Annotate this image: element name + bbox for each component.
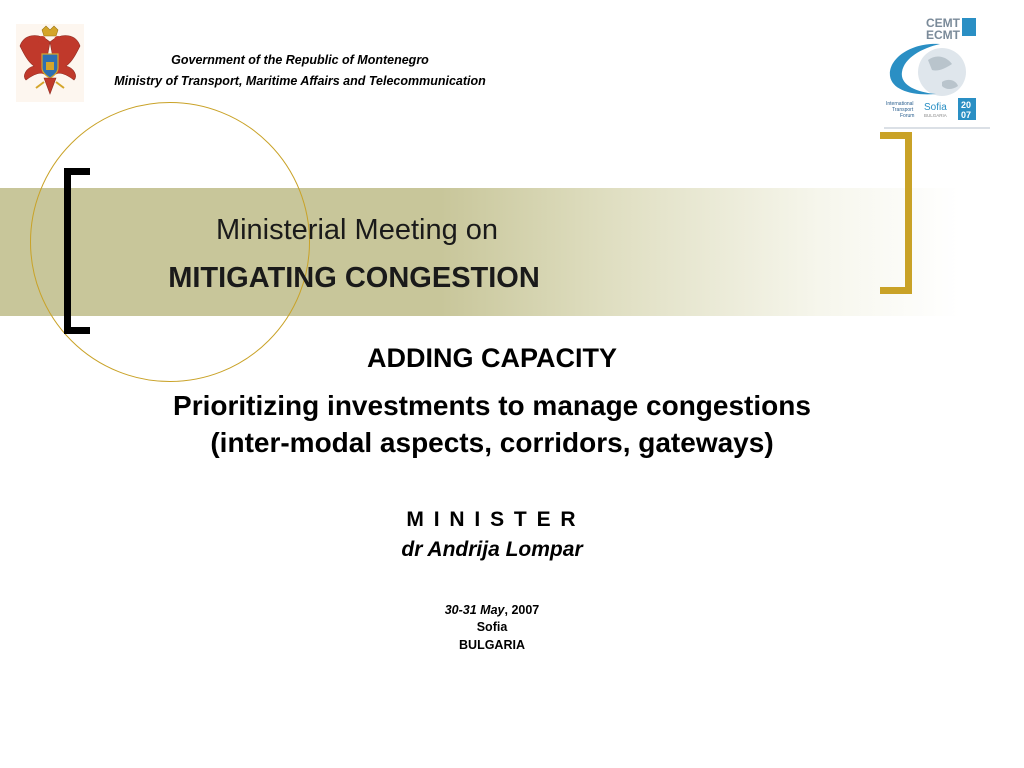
slide-title-line1: Ministerial Meeting on (215, 214, 499, 246)
event-country: BULGARIA (459, 638, 525, 652)
logo-forum-line3: Forum (900, 113, 915, 119)
coat-of-arms-icon (16, 24, 84, 102)
logo-brand-bottom: ECMT (926, 28, 960, 42)
right-bracket (880, 132, 912, 294)
speaker-name: dr Andrija Lompar (401, 538, 583, 561)
event-date (0, 603, 984, 617)
ministry-line: Ministry of Transport, Maritime Affairs and Telecommunication (114, 74, 486, 88)
logo-brand-top: CEMT (926, 16, 960, 30)
slide-title-line2: MITIGATING CONGESTION (168, 262, 540, 294)
subtitle-detail: (inter-modal aspects, corridors, gateways) (210, 427, 774, 458)
logo-year-top: 20 (961, 100, 972, 110)
logo-forum-line1: International (886, 101, 914, 107)
left-bracket (64, 168, 90, 334)
government-line: Government of the Republic of Montenegro (171, 53, 429, 67)
logo-forum-line2: Transport (892, 107, 914, 113)
event-date-year: , 2007 (504, 603, 540, 617)
speaker-role: M I N I S T E R (406, 508, 578, 531)
itf-sofia-2007-logo (882, 14, 992, 130)
section-heading: ADDING CAPACITY (366, 343, 617, 373)
logo-country: BULGARIA (924, 113, 947, 118)
event-city: Sofia (476, 620, 508, 634)
subtitle: Prioritizing investments to manage congestions (173, 390, 811, 421)
logo-city: Sofia (924, 102, 947, 113)
logo-year-bottom: 07 (961, 110, 972, 120)
globe-swoosh-icon (890, 44, 966, 96)
event-date-days: 30-31 May (444, 603, 505, 617)
